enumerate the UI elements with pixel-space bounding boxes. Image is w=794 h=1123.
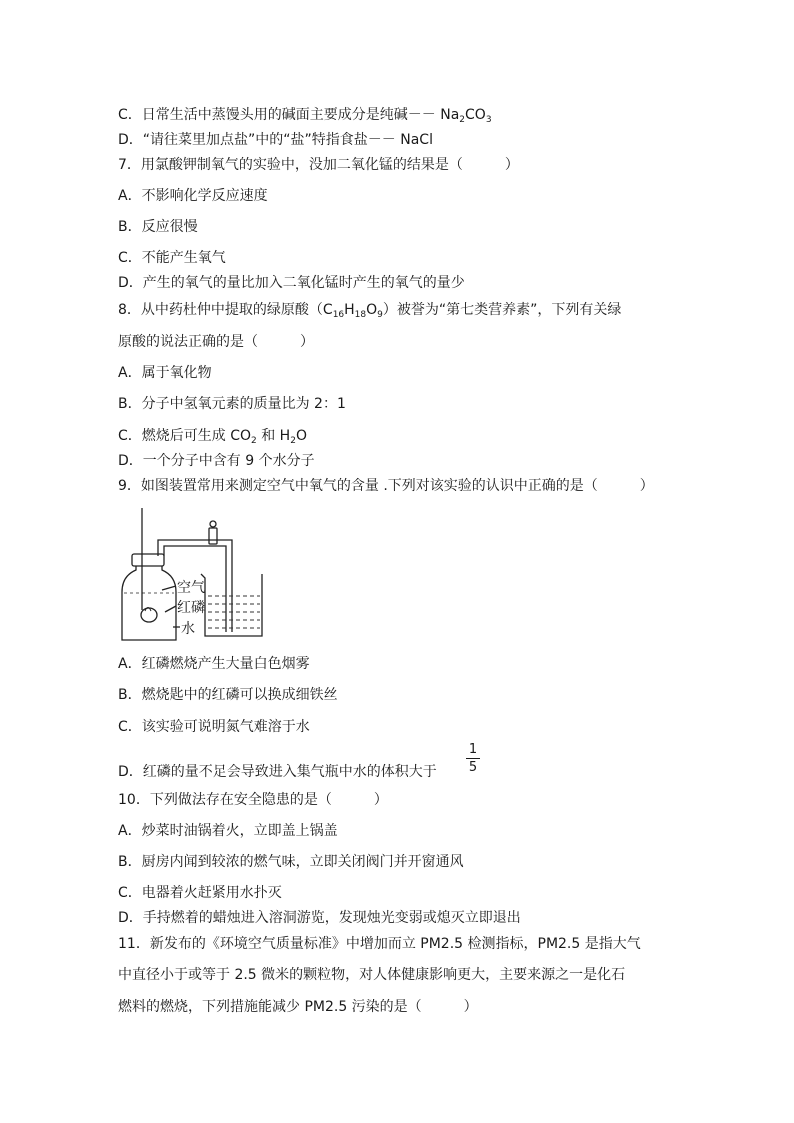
question-8-line2: 原酸的说法正确的是（ ）: [118, 334, 314, 350]
bottle-stopper: [132, 554, 164, 566]
beaker-water: [208, 596, 260, 628]
q7-option-b: B．反应很慢: [118, 219, 198, 235]
q9-option-c: C．该实验可说明氮气难溶于水: [118, 719, 310, 735]
q9-option-d: D．红磷的量不足会导致进入集气瓶中水的体积大于: [118, 764, 437, 780]
label-air: 空气: [177, 580, 205, 596]
question-9: 9．如图装置常用来测定空气中氧气的含量 .下列对该实验的认识中正确的是（ ）: [118, 478, 654, 494]
q8-option-c: C．燃烧后可生成 $CO_2$ 和 $H_2O$: [118, 428, 307, 446]
clamp: [209, 528, 217, 544]
q9-option-a: A．红磷燃烧产生大量白色烟雾: [118, 656, 310, 672]
question-10: 10．下列做法存在安全隐患的是（ ）: [118, 792, 388, 808]
fraction-denominator: 5: [468, 760, 478, 775]
option-d-salt: D．“请往菜里加点盐”中的“盐”特指食盐－－ NaCl: [118, 132, 433, 148]
label-red-phosphorus: 红磷: [177, 600, 205, 616]
combustion-spoon: [141, 608, 157, 622]
q8-option-b: B．分子中氢氧元素的质量比为 2：1: [118, 396, 346, 412]
q8-option-d: D．一个分子中含有 9 个水分子: [118, 453, 315, 469]
option-c-soda: C．日常生活中蒸馒头用的碱面主要成分是纯碱－－ $Na_2CO_3$: [118, 107, 492, 125]
question-11-line1: 11．新发布的《环境空气质量标准》中增加而立 PM2.5 检测指标，PM2.5 是指大气: [118, 936, 641, 952]
q7-option-c: C．不能产生氧气: [118, 250, 226, 266]
gas-bottle: [122, 566, 176, 640]
question-8-line1: 8．从中药杜仲中提取的绿原酸$(C_{16}H_{18}O_9)$被誉为“第七类营养素”，下列有关绿: [118, 302, 622, 320]
q10-option-b: B．厨房内闻到较浓的燃气味，立即关闭阀门并开窗通风: [118, 854, 464, 870]
question-11-line2: 中直径小于或等于 2.5 微米的颗粒物，对人体健康影响更大，主要来源之一是化石: [118, 967, 626, 983]
q10-option-a: A．炒菜时油锅着火，立即盖上锅盖: [118, 823, 338, 839]
q10-option-d: D．手持燃着的蜡烛进入溶洞游览，发现烛光变弱或熄灭立即退出: [118, 910, 521, 926]
q9-option-b: B．燃烧匙中的红磷可以换成细铁丝: [118, 687, 338, 703]
question-11-line3: 燃料的燃烧，下列措施能减少 PM2.5 污染的是（ ）: [118, 999, 478, 1015]
q10-option-c: C．电器着火赶紧用水扑灭: [118, 885, 282, 901]
fraction-numerator: 1: [468, 742, 478, 757]
question-7: 7．用氯酸钾制氧气的实验中，没加二氧化锰的结果是（ ）: [118, 157, 519, 173]
label-water: 水: [181, 621, 195, 637]
q7-option-a: A．不影响化学反应速度: [118, 188, 268, 204]
fraction-one-fifth: [466, 742, 480, 775]
q8-option-a: A．属于氧化物: [118, 365, 212, 381]
q7-option-d: D．产生的氧气的量比加入二氧化锰时产生的氧气的量少: [118, 275, 465, 291]
